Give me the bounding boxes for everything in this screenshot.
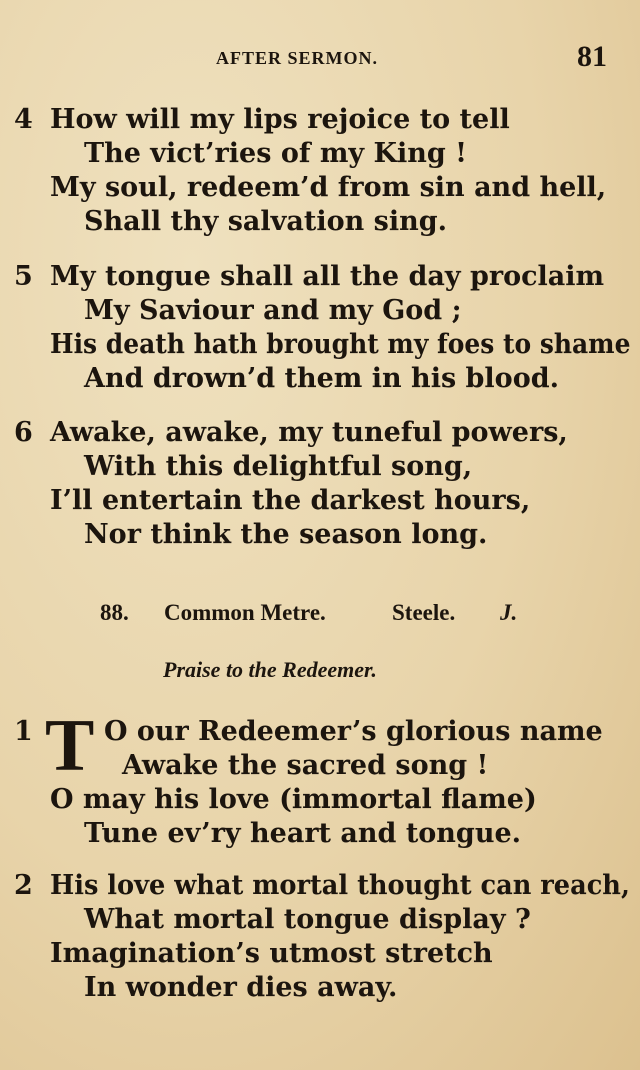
verse-line: How will my lips rejoice to tell (50, 104, 510, 135)
hymn-mark: J. (500, 600, 518, 625)
verse-line: Nor think the season long. (84, 519, 488, 550)
verse-line: And drown’d them in his blood. (84, 363, 559, 394)
verse-line: My soul, redeem’d from sin and hell, (50, 172, 607, 203)
verse-line: In wonder dies away. (84, 972, 398, 1003)
verse-line: What mortal tongue display ? (84, 904, 531, 935)
hymn-number: 88. (100, 600, 129, 625)
verse-line: Awake, awake, my tuneful powers, (50, 417, 568, 448)
stanza-number: 5 (14, 261, 33, 292)
hymn-author: Steele. (392, 600, 456, 625)
verse-line: My tongue shall all the day proclaim (50, 261, 605, 292)
verse-line: His love what mortal thought can reach, (50, 870, 630, 901)
verse-line: Awake the sacred song ! (122, 750, 489, 781)
page-number: 81 (577, 40, 607, 73)
verse-line: O our Redeemer’s glorious name (104, 716, 603, 747)
stanza-number: 4 (14, 104, 33, 135)
hymn-subtitle: Praise to the Redeemer. (163, 657, 377, 682)
hymn-metre: Common Metre. (164, 600, 326, 625)
drop-cap: T (45, 705, 95, 787)
verse-line: His death hath brought my foes to shame (50, 329, 631, 360)
verse-line: Imagination’s utmost stretch (50, 938, 493, 969)
stanza-number: 1 (14, 716, 33, 747)
verse-line: Tune ev’ry heart and tongue. (84, 818, 522, 849)
stanza-number: 2 (14, 870, 33, 901)
verse-line: My Saviour and my God ; (84, 295, 462, 326)
verse-line: Shall thy salvation sing. (84, 206, 447, 237)
verse-line: O may his love (immortal flame) (50, 784, 537, 815)
verse-line: With this delightful song, (84, 451, 473, 482)
verse-line: The vict’ries of my King ! (84, 138, 467, 169)
verse-line: I’ll entertain the darkest hours, (50, 485, 531, 516)
hymn-header (100, 600, 560, 634)
running-title: AFTER SERMON. (216, 48, 379, 68)
stanza-number: 6 (14, 417, 33, 448)
page-header (0, 40, 640, 80)
